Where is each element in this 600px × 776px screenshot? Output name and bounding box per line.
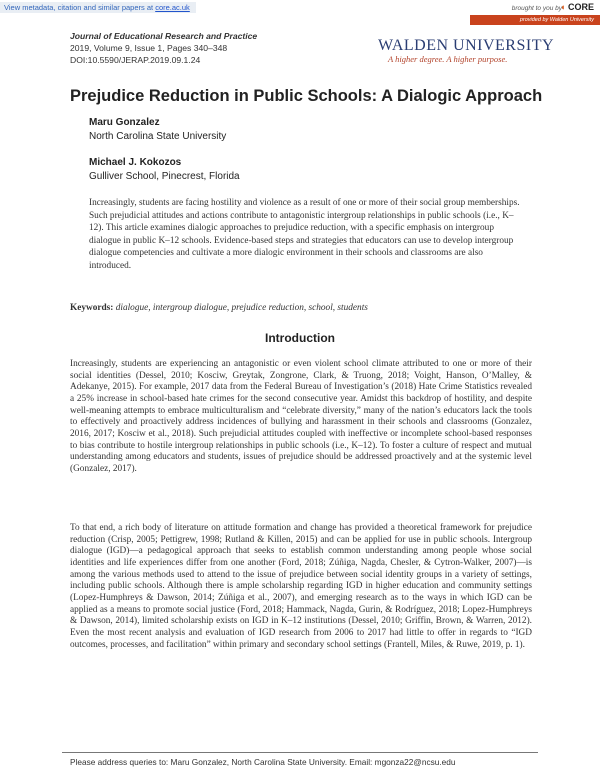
keywords-list: dialogue, intergroup dialogue, prejudice reduction, school, students xyxy=(115,303,368,313)
author-name: Maru Gonzalez xyxy=(89,117,160,128)
footer-correspondence: Please address queries to: Maru Gonzalez, North Carolina State University. Email: mgonza22@ncsu.edu xyxy=(70,757,456,767)
author-affiliation: North Carolina State University xyxy=(89,131,227,142)
body-paragraph: To that end, a rich body of literature on attitude formation and change has provided a theoretical framework for prejudice reduction (Crisp, 2005; Pettigrew, 1998; Rutland & Killen, 2015) and can be applied for use in public schools. Intergroup dialogue (IGD)—a pedagogical approach that seeks to establish common understanding among people whose social identities and life experiences differ from one another (Ford, 2018; Zúñiga, Nagda, Chesler, & Cytron-Walker, 2007)—is among the various methods used to attend to the issue of prejudice between social identity groups in a variety of settings, including public schools. Although there is ample scholarship regarding IGD in higher education and community settings (Lopez-Humphreys & Dawson, 2014; Zúñiga et al., 2007), and emerging research as to the ways in which IGD can be applied as a means to promote social justice (Ford, 2018; Hammack, Nagda, Gurin, & Rodríguez, 2018; Lopez-Humphreys & Dawson, 2014), limited scholarship exists on IGD in K–12 institutions (Dessel, 2010; Griffin, Brown, & Warren, 2012). Even the most recent analysis and evaluation of IGD research from 2006 to 2017 had little to offer in regards to “IGD outcomes, processes, and facilitation” within primary and secondary school settings (Frantell, Miles, & Ruwe, 2019, p. 1). xyxy=(70,523,532,650)
journal-info xyxy=(70,30,257,66)
author-block xyxy=(89,116,226,144)
author-name: Michael J. Kokozos xyxy=(89,157,182,168)
journal-doi: DOI:10.5590/JERAP.2019.09.1.24 xyxy=(70,55,201,65)
core-metadata-banner[interactable] xyxy=(0,2,196,13)
keywords xyxy=(70,303,540,313)
journal-issue: 2019, Volume 9, Issue 1, Pages 340–348 xyxy=(70,43,228,53)
abstract: Increasingly, students are facing hostility and violence as a result of one or more of their social group memberships. Such prejudicial attitudes and actions contribute to antagonistic intergroup relationships in public schools (i.e., K–12). This article examines dialogic approaches to prejudice reduction, with a specific emphasis on intergroup dialogue in public K–12 schools. Evidence-based steps and strategies that educators can use to develop intergroup dialogue competencies and cultivate a more dialogic environment in their schools and classrooms are also introduced. xyxy=(89,198,520,271)
core-logo-text: CORE xyxy=(567,2,594,12)
brought-to-you-text: brought to you by xyxy=(511,5,562,12)
university-name: WALDEN UNIVERSITY xyxy=(378,37,555,54)
footer-divider xyxy=(62,752,538,753)
university-tagline: A higher degree. A higher purpose. xyxy=(388,54,508,64)
keywords-label: Keywords: xyxy=(70,303,114,313)
body-paragraph: Increasingly, students are experiencing an antagonistic or even violent school climate attributed to one or more of their social identities (Dessel, 2010; Kosciw, Greytak, Zongrone, Clark, & Truong, 2018; Voight, Hanson, O’Malley, & Adekanye, 2015). For example, 2017 data from the Federal Bureau of Investigation’s (2018) Hate Crime Statistics revealed a 25% increase in school-based hate crimes for the second consecutive year. Amidst this backdrop of hostility, and despite well-meaning attempts to embrace multiculturalism and “celebrate diversity,” many of the nation’s educators lack the tools to effectively and proactively address incidences of bullying and harassment in their schools and classrooms (Gonzalez, 2016, 2017; Kosciw et al., 2018). Such prejudicial attitudes coupled with ineffective or incomplete school-based responses to bias contribute to hostile intergroup relationships in public schools (i.e., K–12). To foster a culture of respect and mutual understanding among educators and students, issues of prejudice should be addressed proactively and at the systemic level (Gonzalez, 2017). xyxy=(70,359,532,474)
core-logo[interactable] xyxy=(560,2,594,12)
provided-by-banner: provided by Walden University xyxy=(470,15,600,25)
core-link[interactable]: core.ac.uk xyxy=(155,3,190,12)
core-banner xyxy=(0,0,600,23)
core-logo-icon: ◖ xyxy=(560,2,566,12)
author-block xyxy=(89,156,240,184)
journal-name: Journal of Educational Research and Practice xyxy=(70,31,258,41)
article-title: Prejudice Reduction in Public Schools: A Dialogic Approach xyxy=(70,87,543,105)
author-affiliation: Gulliver School, Pinecrest, Florida xyxy=(89,171,240,182)
section-heading-introduction: Introduction xyxy=(265,331,335,345)
core-meta-text: View metadata, citation and similar papers at xyxy=(4,3,154,12)
walden-university-logo xyxy=(378,37,555,64)
